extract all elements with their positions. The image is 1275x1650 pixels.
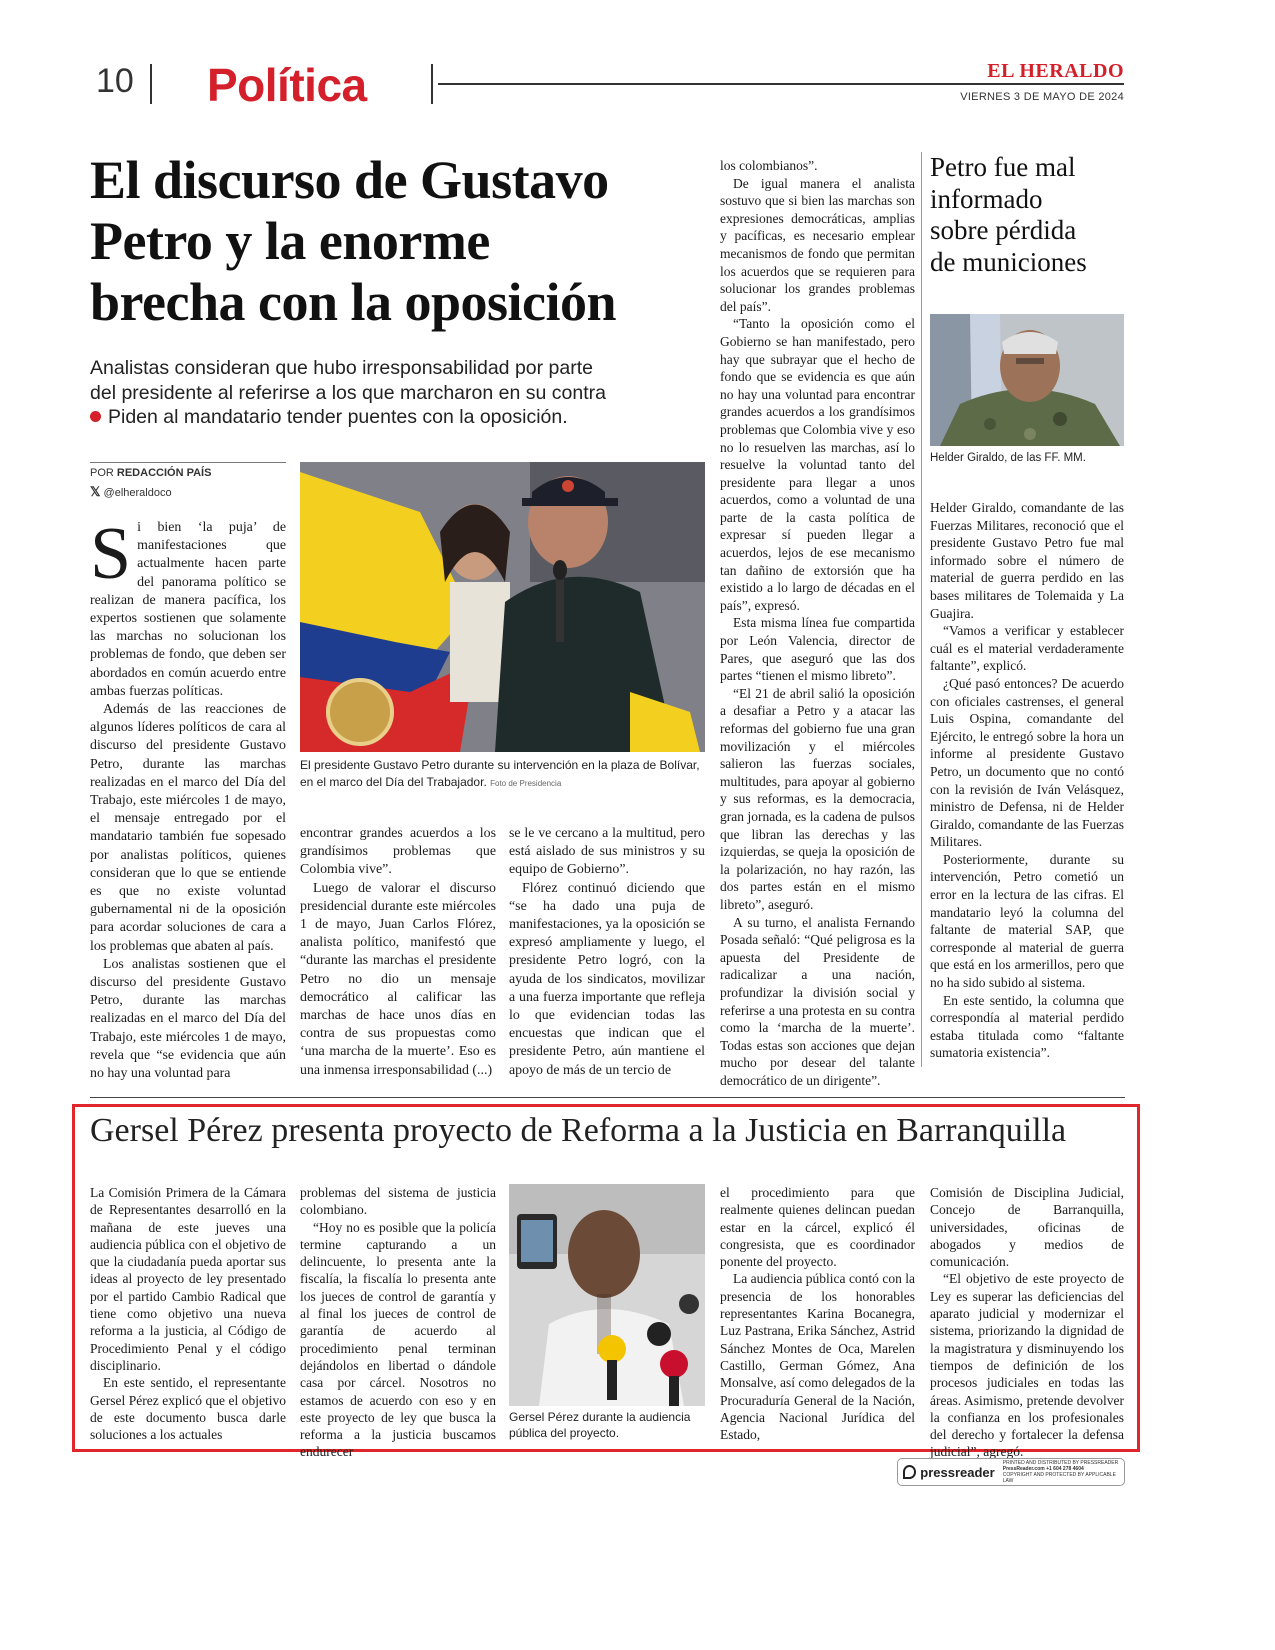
- main-column-3: [509, 825, 705, 1080]
- paragraph: encontrar grandes acuerdos a los grandísimos problemas que Colombia vive”.: [300, 826, 496, 878]
- deck-line: del presidente al referirse a los que marcharon en su contra: [90, 381, 606, 404]
- main-column-1: [90, 513, 286, 1083]
- paragraph: Esta misma línea fue compartida por León Valencia, director de Pares, que aseguró que las dos partes “tienen el mismo libreto”.: [720, 615, 915, 684]
- sidebar-photo-caption: Helder Giraldo, de las FF. MM.: [930, 452, 1086, 464]
- sidebar-headline-line: sobre pérdida: [930, 215, 1077, 245]
- bottom-photo-gersel: [509, 1184, 705, 1406]
- pressreader-label: pressreader: [920, 1464, 995, 1480]
- petro-speech-illustration: [300, 462, 705, 752]
- paragraph: se le ve cercano a la multitud, pero está aislado de sus ministros y su equipo de Gobierno”.: [509, 826, 705, 878]
- paragraph: Posteriormente, durante su intervención, Petro cometió un error en la lectura de las cifras. El mandatario leyó la columna del faltante de material SAP, que corresponde al material de guerra que está en los armerillos, pero que no ha sido subido al sistema.: [930, 851, 1124, 991]
- distribution-notice: [1003, 1460, 1119, 1484]
- paragraph: Helder Giraldo, comandante de las Fuerzas Militares, reconoció que el presidente Gustavo Petro fue mal informado sobre el número de material de guerra perdido en las bases militares de Tolemaida y La Guajira.: [930, 500, 1124, 621]
- drop-cap: S: [90, 513, 132, 595]
- byline-prefix: POR: [90, 467, 114, 479]
- paragraph: Luego de valorar el discurso presidencial durante este miércoles 1 de mayo, Juan Carlos Flórez, analista político, manifestó que “durante las marchas el presidente Petro no dio un mensaje democrático al calificar las marchas de hace unos días en contra de sus propuestas como ‘una marcha de la muerte’. Eso es una inmensa irresponsabilidad (...): [300, 880, 496, 1078]
- byline: [90, 467, 211, 479]
- paragraph: “El 21 de abril salió la oposición a desafiar a Petro y a atacar las reformas del gobierno fue una gran movilización y el miércoles salieron las fuerzas sociales, multitudes, para apoyar al gobierno y sus reformas, es la democracia, gran jornada, es la cadena de pulsos que libran las derechas y las izquierdas, se queja la oposición de la polarización, no hay razón, las dos partes están en el mismo libreto”, aseguró.: [720, 685, 915, 912]
- paragraph: Además de las reacciones de algunos líderes políticos de cara al discurso del presidente Gustavo Petro, durante las marchas realizadas en el marco del Día del Trabajo, este miércoles 1 de mayo, el mensaje entregado por el mandatario también fue sopesado por analistas políticos, quienes consideran que lo que se entiende es que no existe voluntad gubernamental ni de la oposición para acordar soluciones de cara a los problemas que abaten al país.: [90, 702, 286, 954]
- main-column-2: [300, 825, 496, 1080]
- section-title: Política: [207, 59, 367, 111]
- bottom-column-2: [300, 1184, 496, 1461]
- header-rule: [438, 83, 1124, 85]
- sidebar-headline: [930, 152, 1130, 278]
- section-separator: [90, 1097, 1125, 1098]
- sidebar-column: [930, 499, 1124, 1062]
- paragraph: “Vamos a verificar y establecer cuál es el material verdaderamente faltante”, explicó.: [930, 623, 1124, 674]
- paragraph: En este sentido, el representante Gersel Pérez explicó que el objetivo de este documento busca darle soluciones a los actuales: [90, 1375, 286, 1443]
- paragraph: A su turno, el analista Fernando Posada señaló: “Qué peligrosa es la apuesta del Presidente de radicalizar a una nación, profundizar la división social y referirse a una protesta en su contra como la ‘marcha de la muerte’. Todas estas son acciones que dejan mucho por desear del talante democrático de un dirigente”.: [720, 914, 915, 1088]
- paragraph: La audiencia pública contó con la presencia de los honorables representantes Karina Bocanegra, Luz Pastrana, Erika Sánchez, Astrid Sánchez Montes de Oca, Marelen Castillo, German Gómez, Ana Monsalve, así como delegados de la Procuraduría General de la Nación, Agencia Nacional Jurídica del Estado,: [720, 1271, 915, 1443]
- social-handle: @elheraldoco: [103, 487, 172, 499]
- caption-text: El presidente Gustavo Petro durante su intervención en la plaza de Bolívar, en el marco del Día del Trabajador.: [300, 758, 700, 789]
- paragraph: ¿Qué pasó entonces? De acuerdo con oficiales castrenses, el general Luis Ospina, comandante del Ejército, le entregó sobre la hora un informe al presidente Gustavo Petro, un documento que no contó con la revisión de Iván Velásquez, ministro de Defensa, ni de Helder Giraldo, comandante de las Fuerzas Militares.: [930, 675, 1124, 850]
- headline-line: brecha con la oposición: [90, 272, 617, 332]
- bottom-column-1: [90, 1184, 286, 1443]
- header-divider-left: [150, 64, 152, 104]
- sidebar-headline-line: informado: [930, 183, 1043, 214]
- page-number: 10: [96, 62, 134, 100]
- pressreader-badge: [897, 1458, 1125, 1486]
- paragraph: Flórez continuó diciendo que “se ha dado una puja de manifestaciones, ya la oposición se expresó ampliamente y luego, el presidente Petro logró, con la ayuda de los sindicatos, movilizar a una fuerza importante que refleja lo que evidencian todas las encuestas que indican que el presidente Petro, aún mantiene el apoyo de más de un tercio de: [509, 880, 705, 1078]
- deck-bullet-text: Piden al mandatario tender puentes con la oposición.: [108, 406, 568, 428]
- main-headline: [90, 150, 710, 333]
- paragraph: Los analistas sostienen que el discurso del presidente Gustavo Petro, durante las marchas realizadas en el marco del Día del Trabajo, este miércoles 1 de mayo, revela que “se evidencia que aún no hay una voluntad para: [90, 956, 286, 1082]
- photo-credit: Foto de Presidencia: [490, 779, 562, 788]
- paragraph: La Comisión Primera de la Cámara de Representantes desarrolló en la mañana de este jueves una audiencia pública con el objetivo de que la ciudadanía pueda aportar sus ideas al proyecto de ley presentado por el partido Cambio Radical que tiene como objetivo una nueva reforma a la justicia, al Código de Procedimiento Penal y el código disciplinario.: [90, 1185, 286, 1373]
- main-photo-petro: [300, 462, 705, 752]
- headline-line: El discurso de Gustavo: [90, 150, 609, 210]
- header-divider-right: [431, 64, 433, 104]
- bottom-headline: Gersel Pérez presenta proyecto de Reforma a la Justicia en Barranquilla: [90, 1112, 1067, 1149]
- bottom-column-5: [930, 1184, 1124, 1461]
- gersel-interview-illustration: [509, 1184, 705, 1406]
- deck: [90, 356, 710, 430]
- paragraph: Comisión de Disciplina Judicial, Concejo de Barranquilla, universidades, oficinas de abogados y medios de comunicación.: [930, 1185, 1124, 1270]
- sidebar-divider: [921, 152, 922, 1067]
- x-logo-icon: 𝕏: [90, 484, 101, 499]
- paragraph: “El objetivo de este proyecto de Ley es superar las deficiencias del aparato judicial y modernizar el sistema, priorizando la dignidad de la magistratura y disminuyendo los tiempos de definición de los procesos judiciales en todas las áreas. Asimismo, pretende devolver la confianza en los profesionales del derecho y fortalecer la defensa judicial”, agregó.: [930, 1271, 1124, 1460]
- bullet-dot-icon: [90, 411, 101, 422]
- general-portrait-illustration: [930, 314, 1124, 446]
- main-photo-caption: [300, 757, 705, 792]
- headline-line: Petro y la enorme: [90, 211, 490, 271]
- bottom-photo-caption: Gersel Pérez durante la audiencia pública del proyecto.: [509, 1410, 691, 1440]
- sidebar-headline-line: Petro fue mal: [930, 152, 1076, 182]
- distribution-line: COPYRIGHT AND PROTECTED BY APPLICABLE LAW: [1002, 1472, 1116, 1484]
- bottom-column-4: [720, 1184, 915, 1443]
- byline-author: REDACCIÓN PAÍS: [116, 467, 212, 479]
- distribution-line: PRINTED AND DISTRIBUTED BY PRESSREADER: [1002, 1460, 1119, 1466]
- paragraph: los colombianos”.: [720, 158, 818, 173]
- edition-date: VIERNES 3 DE MAYO DE 2024: [960, 91, 1124, 103]
- brand-logo: EL HERALDO: [987, 60, 1124, 82]
- social-handle-row: [90, 484, 172, 500]
- paragraph: “Tanto la oposición como el Gobierno se han manifestado, pero hay que subrayar que el hecho de fondo que se evidencia es que aún no hay una voluntad para encontrar grandes acuerdos a los grandísimos problemas que Colombia vive y eso no lo resuelven las marchas, así lo resuelve la voluntad tanto del presidente para llegar a unos acuerdos, como a voluntad de una parte de la casta política de expresar sí pueden llegar a acuerdos, lejos de ese mecanismo tan dañino de extorsión que ha existido a lo largo de décadas en el país”, expresó.: [720, 316, 915, 613]
- paragraph: De igual manera el analista sostuvo que si bien las marchas son expresiones democráticas, amplias y pacíficas, es necesario emplear mecanismos de fondo que permitan los acuerdos que se requieren para solucionar los grandes problemas del país”.: [720, 175, 915, 314]
- sidebar-photo-giraldo: [930, 314, 1124, 446]
- paragraph: i bien ‘la puja’ de manifestaciones que actualmente hacen parte del panorama político se realizan de manera pacífica, los expertos sostienen que solamente las marchas no solucionan los problemas de fondo, que deben ser abordados en común acuerdo entre ambas fuerzas políticas.: [90, 520, 286, 699]
- byline-rule: [90, 462, 286, 463]
- main-column-4: [720, 157, 915, 1089]
- paragraph: el procedimiento para que realmente quienes delincan puedan estar en la cárcel, explicó él congresista, que es coordinador ponente del proyecto.: [720, 1185, 915, 1270]
- deck-line: Analistas consideran que hubo irresponsabilidad por parte: [90, 357, 593, 379]
- pressreader-logo-icon: [903, 1465, 916, 1479]
- sidebar-headline-line: de municiones: [930, 246, 1087, 277]
- paragraph: En este sentido, la columna que correspondía al material perdido estaba titulada como “faltante sumatoria existencia”.: [930, 992, 1124, 1061]
- paragraph: “Hoy no es posible que la policía termine capturando a un delincuente, lo presenta ante la fiscalía, la fiscalía lo presenta ante los jueces de control de garantía y al final los jueces de control de garantía de acuerdo al procedimiento penal terminan dejándolos en libertad o dándole casa por cárcel. Nosotros no estamos de acuerdo con eso y en este proyecto de ley que busca la reforma a la justicia buscamos endurecer: [300, 1219, 496, 1460]
- distribution-line: PressReader.com +1 604 278 4604: [1002, 1466, 1084, 1472]
- paragraph: problemas del sistema de justicia colombiano.: [300, 1185, 496, 1218]
- deck-bullet-line: [90, 405, 710, 430]
